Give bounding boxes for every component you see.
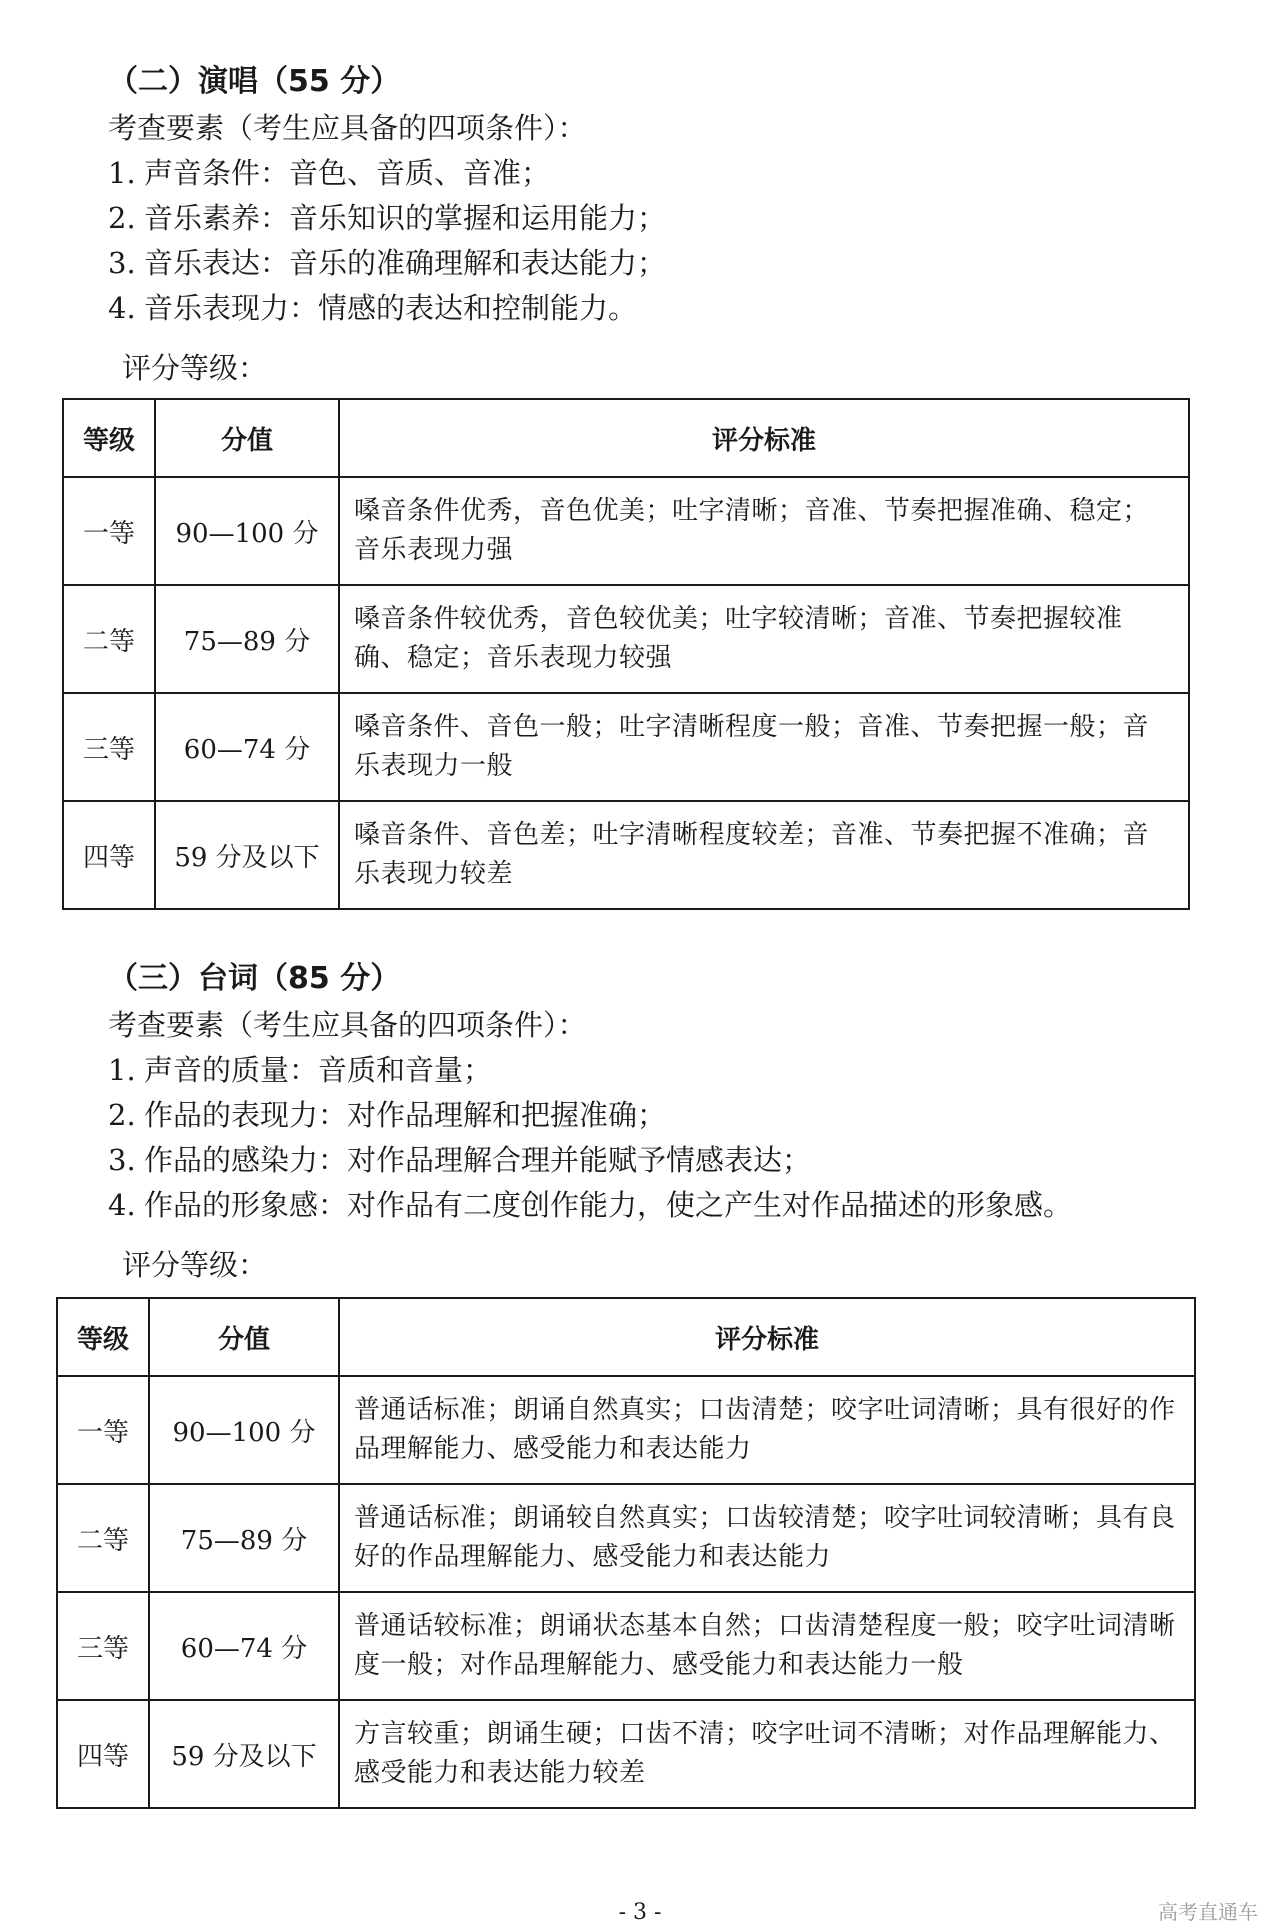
grade-cell: 一等 — [63, 477, 155, 585]
table-row — [63, 801, 1189, 909]
list-item-text: 音乐表现力：情感的表达和控制能力。 — [144, 291, 638, 325]
column-header-grade: 等级 — [63, 399, 155, 477]
list-item-text: 声音条件：音色、音质、音准； — [144, 156, 551, 190]
grade-cell: 二等 — [63, 585, 155, 693]
grade-cell: 三等 — [57, 1592, 149, 1700]
grade-cell: 三等 — [63, 693, 155, 801]
table-row — [57, 1484, 1195, 1592]
criteria-cell: 嗓音条件、音色一般；吐字清晰程度一般；音准、节奏把握一般；音乐表现力一般 — [339, 693, 1189, 801]
section-title: （三）台词（85 分） — [108, 961, 401, 996]
list-item-number: 1. — [108, 156, 136, 190]
list-item — [108, 241, 1198, 286]
column-header-grade: 等级 — [57, 1298, 149, 1376]
score-cell: 59 分及以下 — [149, 1700, 339, 1808]
table-row — [57, 1376, 1195, 1484]
table-row — [63, 585, 1189, 693]
section-intro: 考查要素（考生应具备的四项条件）： — [108, 111, 587, 145]
section-intro: 考查要素（考生应具备的四项条件）： — [108, 1008, 587, 1042]
table-row — [63, 693, 1189, 801]
list-item — [108, 1093, 1198, 1138]
grade-cell: 四等 — [57, 1700, 149, 1808]
list-item — [108, 151, 1198, 196]
list-item-number: 4. — [108, 291, 136, 325]
list-item-number: 2. — [108, 1098, 136, 1132]
watermark: 高考直通车 — [1158, 1900, 1258, 1924]
list-item-text: 音乐素养：音乐知识的掌握和运用能力； — [144, 201, 667, 235]
list-item-number: 1. — [108, 1053, 136, 1087]
list-item-number: 3. — [108, 246, 136, 280]
score-cell: 75—89 分 — [149, 1484, 339, 1592]
table-row — [57, 1700, 1195, 1808]
table-row — [63, 477, 1189, 585]
list-item — [108, 196, 1198, 241]
column-header-score: 分值 — [155, 399, 339, 477]
list-item-number: 2. — [108, 201, 136, 235]
grade-cell: 二等 — [57, 1484, 149, 1592]
list-item-text: 作品的形象感：对作品有二度创作能力，使之产生对作品描述的形象感。 — [144, 1188, 1073, 1222]
criteria-cell: 嗓音条件、音色差；吐字清晰程度较差；音准、节奏把握不准确；音乐表现力较差 — [339, 801, 1189, 909]
table-header-row — [63, 399, 1189, 477]
score-cell: 90—100 分 — [155, 477, 339, 585]
grading-table-lines — [56, 1297, 1196, 1809]
score-cell: 90—100 分 — [149, 1376, 339, 1484]
column-header-criteria: 评分标准 — [339, 399, 1189, 477]
list-item-text: 音乐表达：音乐的准确理解和表达能力； — [144, 246, 667, 280]
criteria-cell: 普通话标准；朗诵自然真实；口齿清楚；咬字吐词清晰；具有很好的作品理解能力、感受能力和表达能力 — [339, 1376, 1195, 1484]
list-item — [108, 1138, 1198, 1183]
section-lines — [108, 955, 1198, 1290]
section-title: （二）演唱（55 分） — [108, 64, 401, 99]
grade-cell: 一等 — [57, 1376, 149, 1484]
score-cell: 60—74 分 — [155, 693, 339, 801]
list-item — [108, 1183, 1198, 1228]
list-item-text: 作品的表现力：对作品理解和把握准确； — [144, 1098, 667, 1132]
criteria-cell: 普通话较标准；朗诵状态基本自然；口齿清楚程度一般；咬字吐词清晰度一般；对作品理解能力、感受能力和表达能力一般 — [339, 1592, 1195, 1700]
grading-table-singing — [62, 398, 1190, 910]
list-item-text: 作品的感染力：对作品理解合理并能赋予情感表达； — [144, 1143, 812, 1177]
table-header-row — [57, 1298, 1195, 1376]
page-number: - 3 - — [618, 1900, 662, 1925]
list-item — [108, 286, 1198, 331]
list-item-number: 3. — [108, 1143, 136, 1177]
criteria-cell: 嗓音条件优秀，音色优美；吐字清晰；音准、节奏把握准确、稳定；音乐表现力强 — [339, 477, 1189, 585]
table-row — [57, 1592, 1195, 1700]
list-item — [108, 1048, 1198, 1093]
column-header-criteria: 评分标准 — [339, 1298, 1195, 1376]
column-header-score: 分值 — [149, 1298, 339, 1376]
score-cell: 75—89 分 — [155, 585, 339, 693]
grade-cell: 四等 — [63, 801, 155, 909]
list-item-text: 声音的质量：音质和音量； — [144, 1053, 493, 1087]
grading-label: 评分等级： — [122, 351, 268, 385]
score-cell: 60—74 分 — [149, 1592, 339, 1700]
criteria-cell: 普通话标准；朗诵较自然真实；口齿较清楚；咬字吐词较清晰；具有良好的作品理解能力、感受能力和表达能力 — [339, 1484, 1195, 1592]
criteria-cell: 方言较重；朗诵生硬；口齿不清；咬字吐词不清晰；对作品理解能力、感受能力和表达能力较差 — [339, 1700, 1195, 1808]
grading-label: 评分等级： — [122, 1248, 268, 1282]
list-item-number: 4. — [108, 1188, 136, 1222]
section-singing — [108, 58, 1198, 393]
criteria-cell: 嗓音条件较优秀，音色较优美；吐字较清晰；音准、节奏把握较准确、稳定；音乐表现力较强 — [339, 585, 1189, 693]
score-cell: 59 分及以下 — [155, 801, 339, 909]
